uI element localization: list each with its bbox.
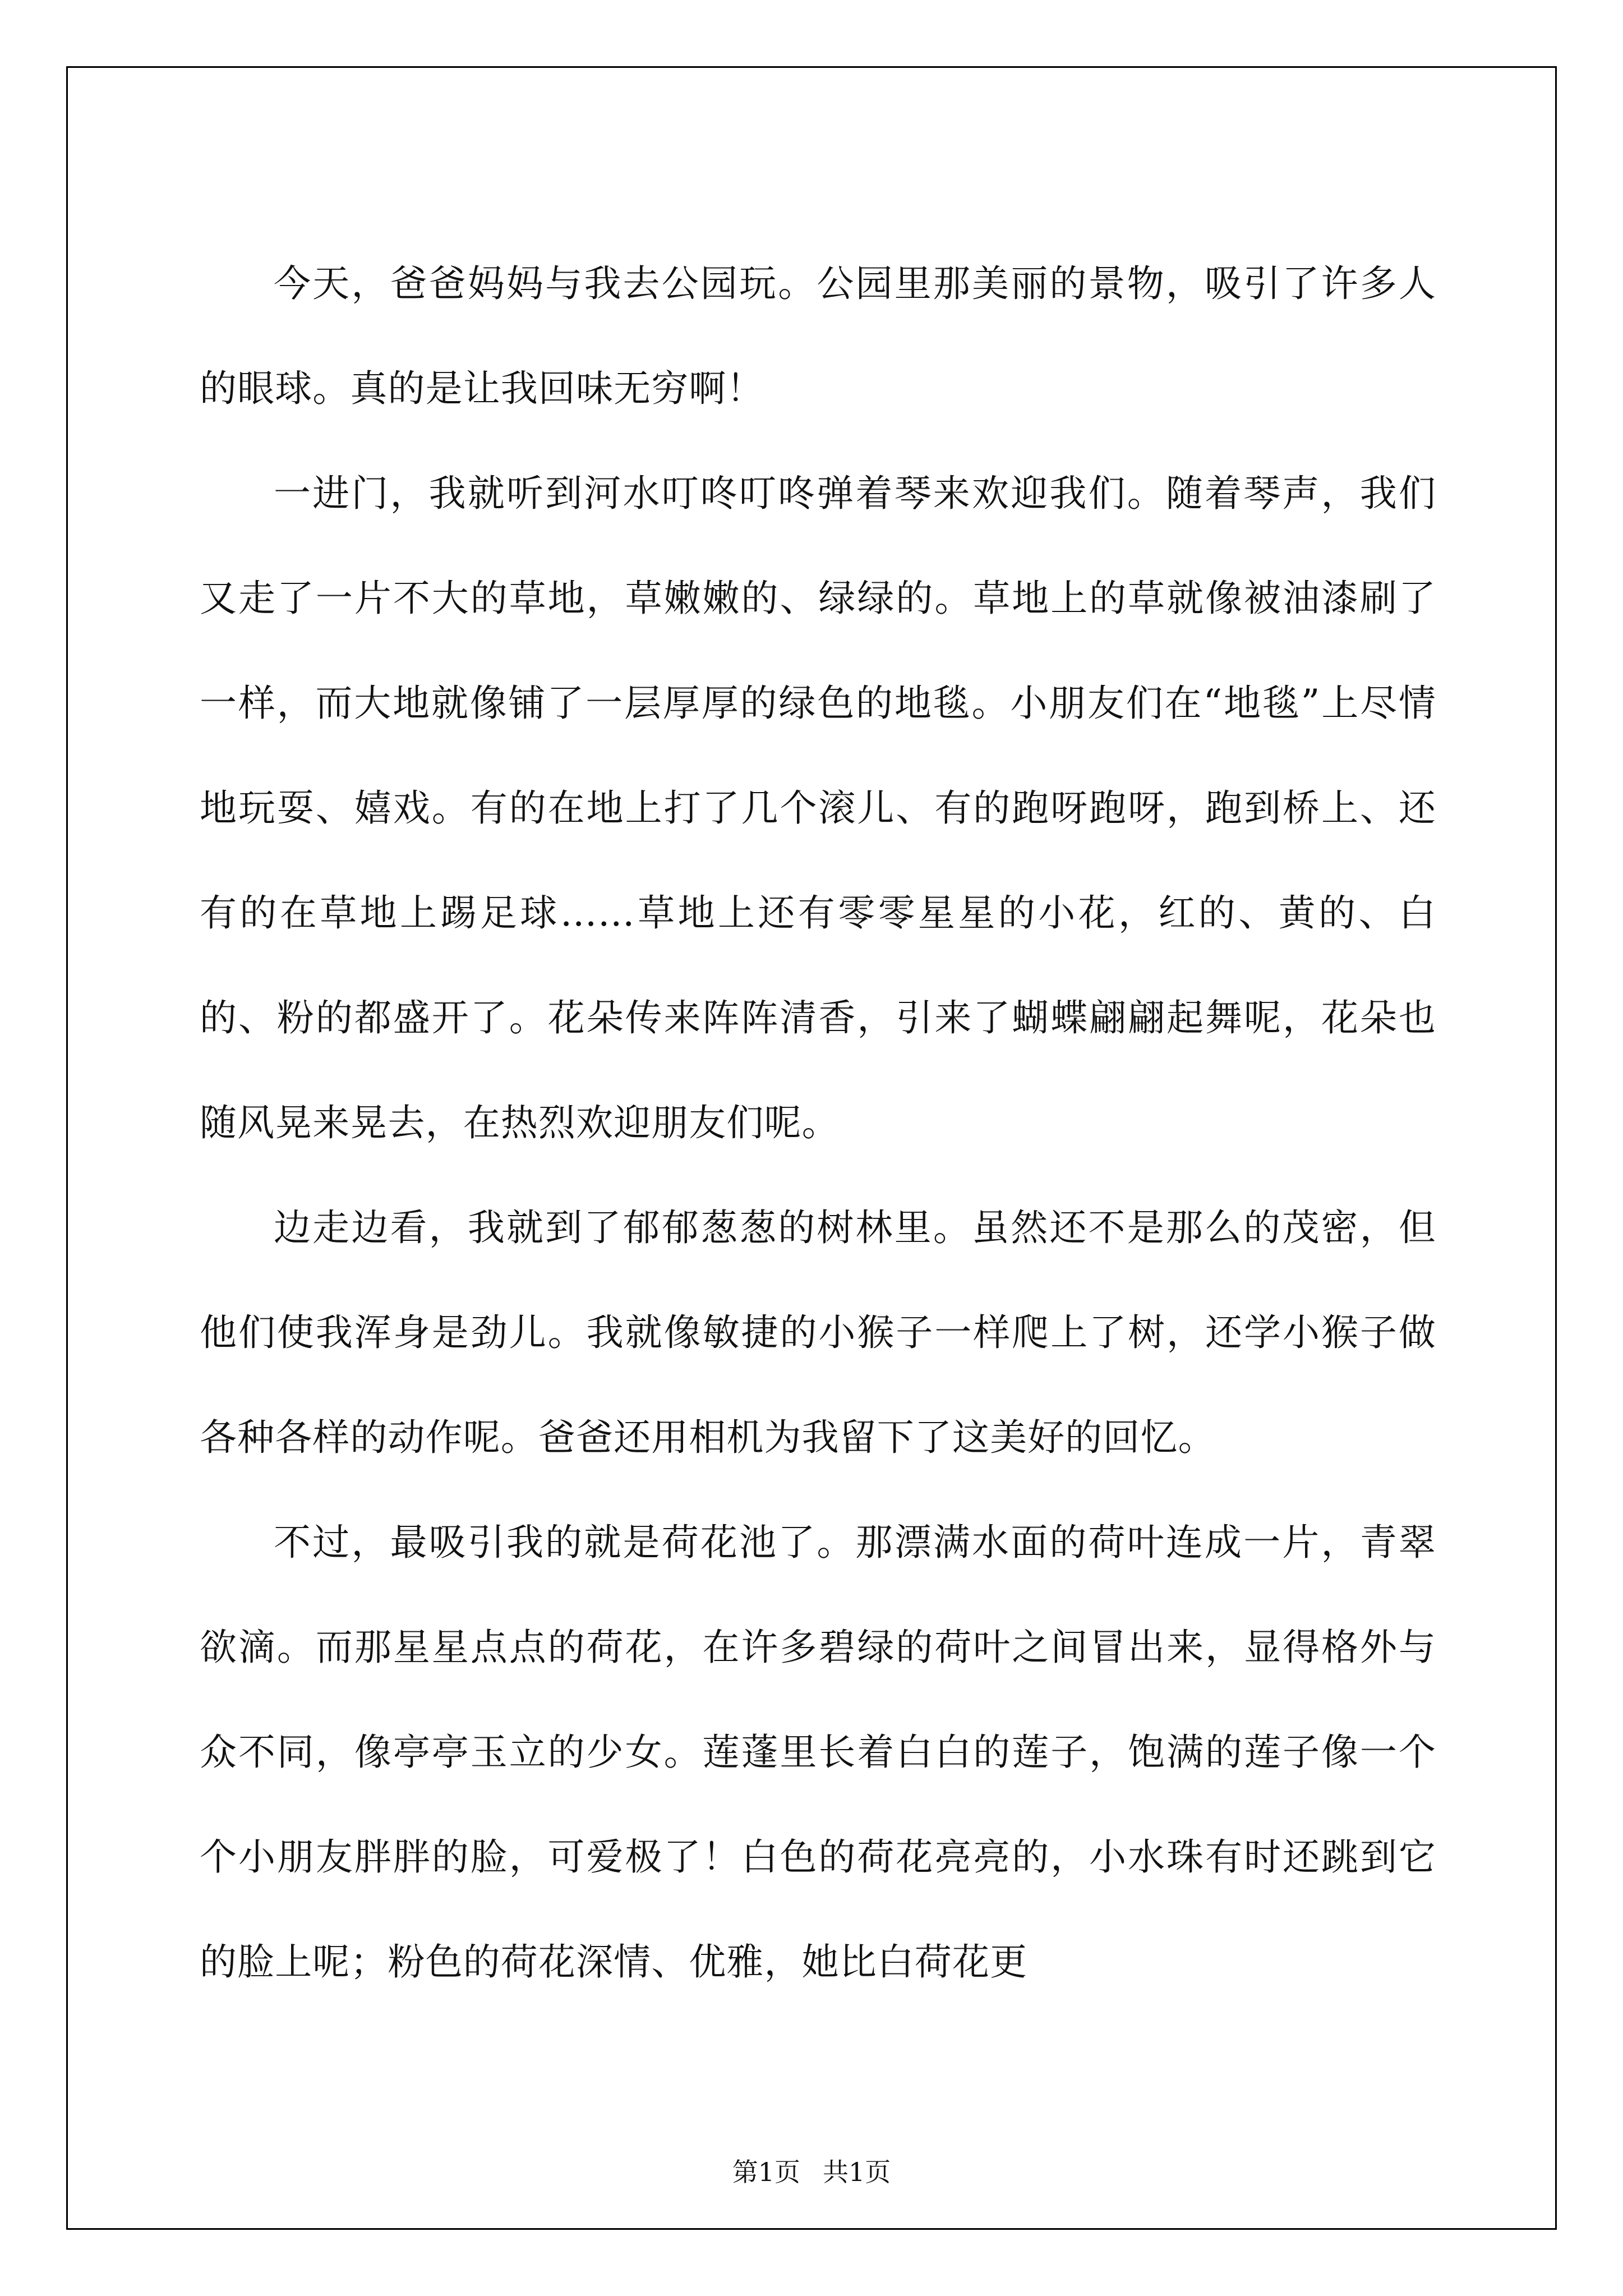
paragraph-3: 边走边看，我就到了郁郁葱葱的树林里。虽然还不是那么的茂密，但他们使我浑身是劲儿。我就像敏捷的小猴子一样爬上了树，还学小猴子做各种各样的动作呢。爸爸还用相机为我留下了这美好的回忆。: [200, 1206, 1436, 1459]
page-number-current: 第1页: [732, 2157, 800, 2187]
page-footer: [0, 2155, 1623, 2189]
paragraph-4: 不过，最吸引我的就是荷花池了。那漂满水面的荷叶连成一片，青翠欲滴。而那星星点点的荷花，在许多碧绿的荷叶之间冒出来，显得格外与众不同，像亭亭玉立的少女。莲蓬里长着白白的莲子，饱满的莲子像一个个小朋友胖胖的脸，可爱极了！白色的荷花亮亮的，小水珠有时还跳到它的脸上呢；粉色的荷花深情、优雅，她比白荷花更: [200, 1521, 1436, 1984]
paragraph-2: 一进门，我就听到河水叮咚叮咚弹着琴来欢迎我们。随着琴声，我们又走了一片不大的草地，草嫩嫩的、绿绿的。草地上的草就像被油漆刷了一样，而大地就像铺了一层厚厚的绿色的地毯。小朋友们在“地毯”上尽情地玩耍、嬉戏。有的在地上打了几个滚儿、有的跑呀跑呀，跑到桥上、还有的在草地上踢足球……草地上还有零零星星的小花，红的、黄的、白的、粉的都盛开了。花朵传来阵阵清香，引来了蝴蝶翩翩起舞呢，花朵也随风晃来晃去，在热烈欢迎朋友们呢。: [200, 472, 1436, 1144]
paragraph-1: 今天，爸爸妈妈与我去公园玩。公园里那美丽的景物，吸引了许多人的眼球。真的是让我回味无穷啊！: [200, 262, 1436, 410]
document-body: [200, 231, 1436, 2014]
page-number-total: 共1页: [823, 2157, 891, 2187]
